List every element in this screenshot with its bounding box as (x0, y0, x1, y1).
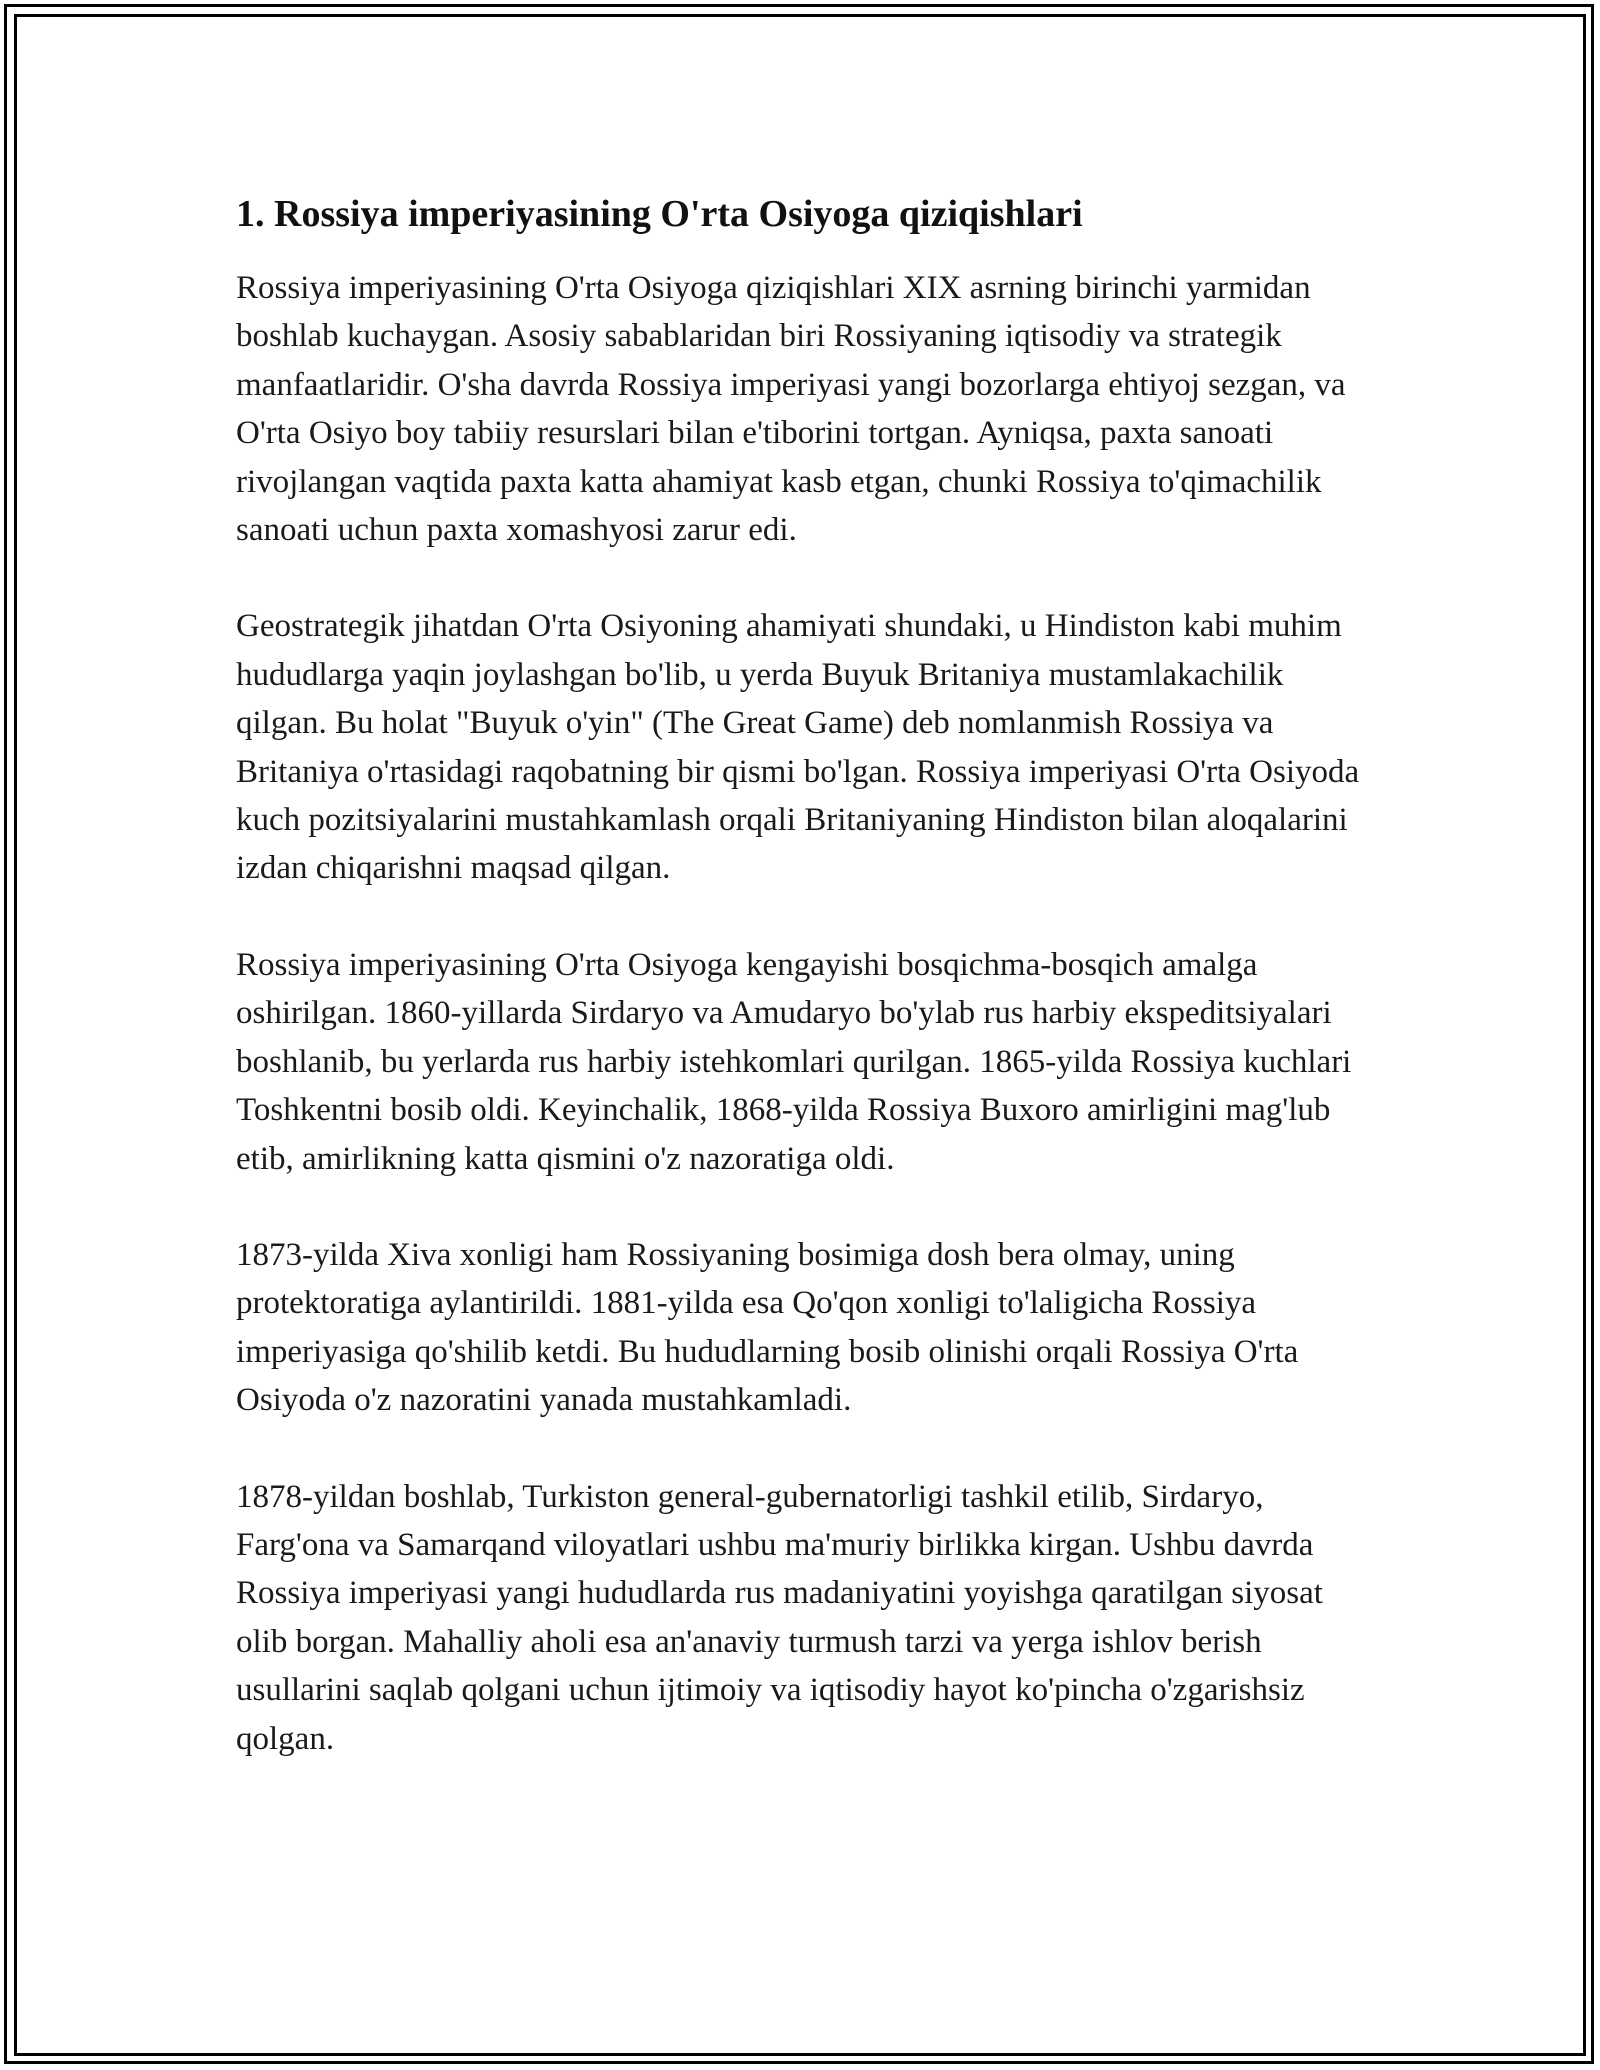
paragraph-3: Rossiya imperiyasining O'rta Osiyoga kengayishi bosqichma-bosqich amalga oshirilgan. 1860-yillarda Sirdaryo va Amudaryo bo'ylab rus harbiy ekspeditsiyalari boshlanib, bu yerlarda rus harbiy istehkomlari qurilgan. 1865-yilda Rossiya kuchlari Toshkentni bosib oldi. Keyinchalik, 1868-yilda Rossiya Buxoro amirligini mag'lub etib, amirlikning katta qismini o'z nazoratiga oldi. (236, 946, 1352, 1177)
paragraph-1: Rossiya imperiyasining O'rta Osiyoga qiziqishlari XIX asrning birinchi yarmidan boshlab kuchaygan. Asosiy sabablaridan biri Rossiyaning iqtisodiy va strategik manfaatlaridir. O'sha davrda Rossiya imperiyasi yangi bozorlarga ehtiyoj sezgan, va O'rta Osiyo boy tabiiy resurslari bilan e'tiborini tortgan. Ayniqsa, paxta sanoati rivojlangan vaqtida paxta katta ahamiyat kasb etgan, chunki Rossiya to'qimachilik sanoati uchun paxta xomashyosi zarur edi. (236, 270, 1346, 549)
document-body (236, 186, 1376, 1763)
paragraph-5: 1878-yildan boshlab, Turkiston general-gubernatorligi tashkil etilib, Sirdaryo, Farg'ona va Samarqand viloyatlari ushbu ma'muriy birlikka kirgan. Ushbu davrda Rossiya imperiyasi yangi hududlarda rus madaniyatini yoyishga qaratilgan siyosat olib borgan. Mahalliy aholi esa an'anaviy turmush tarzi va yerga ishlov berish usullarini saqlab qolgani uchun ijtimoiy va iqtisodiy hayot ko'pincha o'zgarishsiz qolgan. (236, 1478, 1323, 1757)
paragraph-4: 1873-yilda Xiva xonligi ham Rossiyaning bosimiga dosh bera olmay, uning protektoratiga aylantirildi. 1881-yilda esa Qo'qon xonligi to'laligicha Rossiya imperiyasiga qo'shilib ketdi. Bu hududlarning bosib olinishi orqali Rossiya O'rta Osiyoda o'z nazoratini yanada mustahkamladi. (236, 1236, 1299, 1419)
section-heading: 1. Rossiya imperiyasining O'rta Osiyoga qiziqishlari (236, 193, 1083, 235)
paragraph-2: Geostrategik jihatdan O'rta Osiyoning ahamiyati shundaki, u Hindiston kabi muhim hududlarga yaqin joylashgan bo'lib, u yerda Buyuk Britaniya mustamlakachilik qilgan. Bu holat "Buyuk o'yin" (The Great Game) deb nomlanmish Rossiya va Britaniya o'rtasidagi raqobatning bir qismi bo'lgan. Rossiya imperiyasi O'rta Osiyoda kuch pozitsiyalarini mustahkamlash orqali Britaniyaning Hindiston bilan aloqalarini izdan chiqarishni maqsad qilgan. (236, 608, 1360, 887)
